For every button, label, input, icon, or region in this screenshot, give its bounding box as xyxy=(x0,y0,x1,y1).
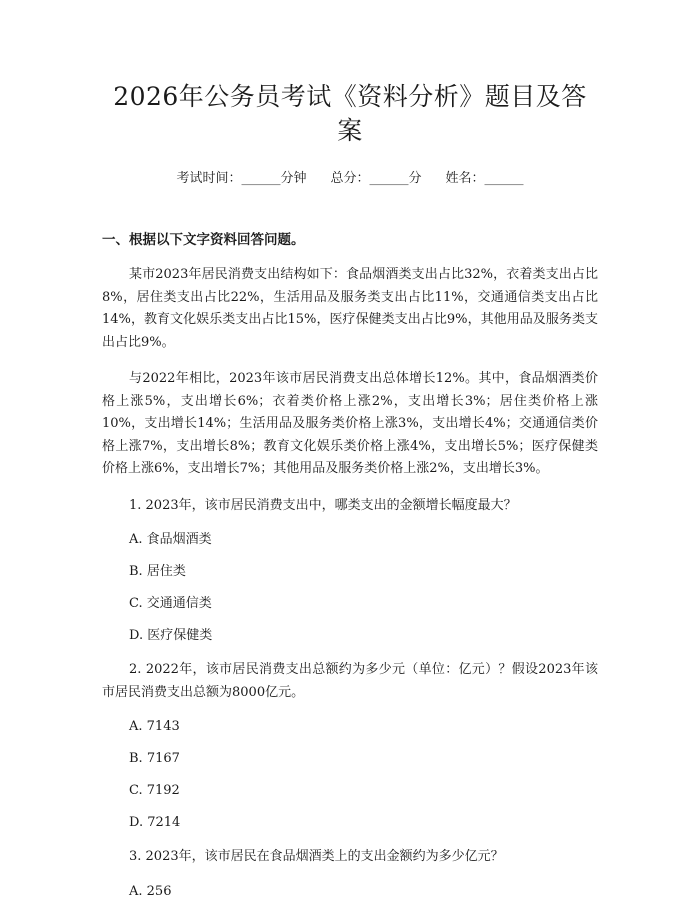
question-2-option-c[interactable]: C. 7192 xyxy=(129,783,180,798)
question-2-option-a[interactable]: A. 7143 xyxy=(129,719,180,734)
question-2: 2. 2022年，该市居民消费支出总额约为多少元（单位：亿元）？假设2023年该市居民消费支出总额为8000亿元。 xyxy=(102,662,598,700)
material-paragraph-1: 某市2023年居民消费支出结构如下：食品烟酒类支出占比32%，衣着类支出占比8%，居住类支出占比22%，生活用品及服务类支出占比11%，交通通信类支出占比14%，教育文化娱乐类支出占比15%，医疗保健类支出占比9%，其他用品及服务类支出占比9%。 xyxy=(102,267,598,350)
question-2-option-d[interactable]: D. 7214 xyxy=(129,815,181,830)
question-3-option-a[interactable]: A. 256 xyxy=(129,883,172,899)
document-title: 2026年公务员考试《资料分析》题目及答案 xyxy=(113,82,587,145)
question-1-option-c[interactable]: C. 交通通信类 xyxy=(129,596,212,611)
material-paragraph-2: 与2022年相比，2023年该市居民消费支出总体增长12%。其中，食品烟酒类价格上涨5%，支出增长6%；衣着类价格上涨2%，支出增长3%；居住类价格上涨10%，支出增长14%；生活用品及服务类价格上涨3%，支出增长4%；交通通信类价格上涨7%，支出增长8%；教育文化娱乐类价格上涨4%，支出增长5%；医疗保健类价格上涨6%，支出增长7%；其他用品及服务类价格上涨2%，支出增长3%。 xyxy=(102,371,598,476)
question-2-option-b[interactable]: B. 7167 xyxy=(129,751,180,766)
exam-time: 考试时间：______分钟 xyxy=(176,171,307,186)
section-heading: 一、根据以下文字资料回答问题。 xyxy=(102,232,305,248)
question-3: 3. 2023年，该市居民在食品烟酒类上的支出金额约为多少亿元？ xyxy=(129,849,504,864)
question-1-option-b[interactable]: B. 居住类 xyxy=(129,564,186,579)
question-1: 1. 2023年，该市居民消费支出中，哪类支出的金额增长幅度最大？ xyxy=(129,497,517,513)
question-1-option-d[interactable]: D. 医疗保健类 xyxy=(129,628,213,643)
exam-name: 姓名：______ xyxy=(445,171,524,186)
question-1-option-a[interactable]: A. 食品烟酒类 xyxy=(129,532,212,547)
exam-meta xyxy=(102,170,598,188)
exam-score: 总分：______分 xyxy=(330,171,422,186)
